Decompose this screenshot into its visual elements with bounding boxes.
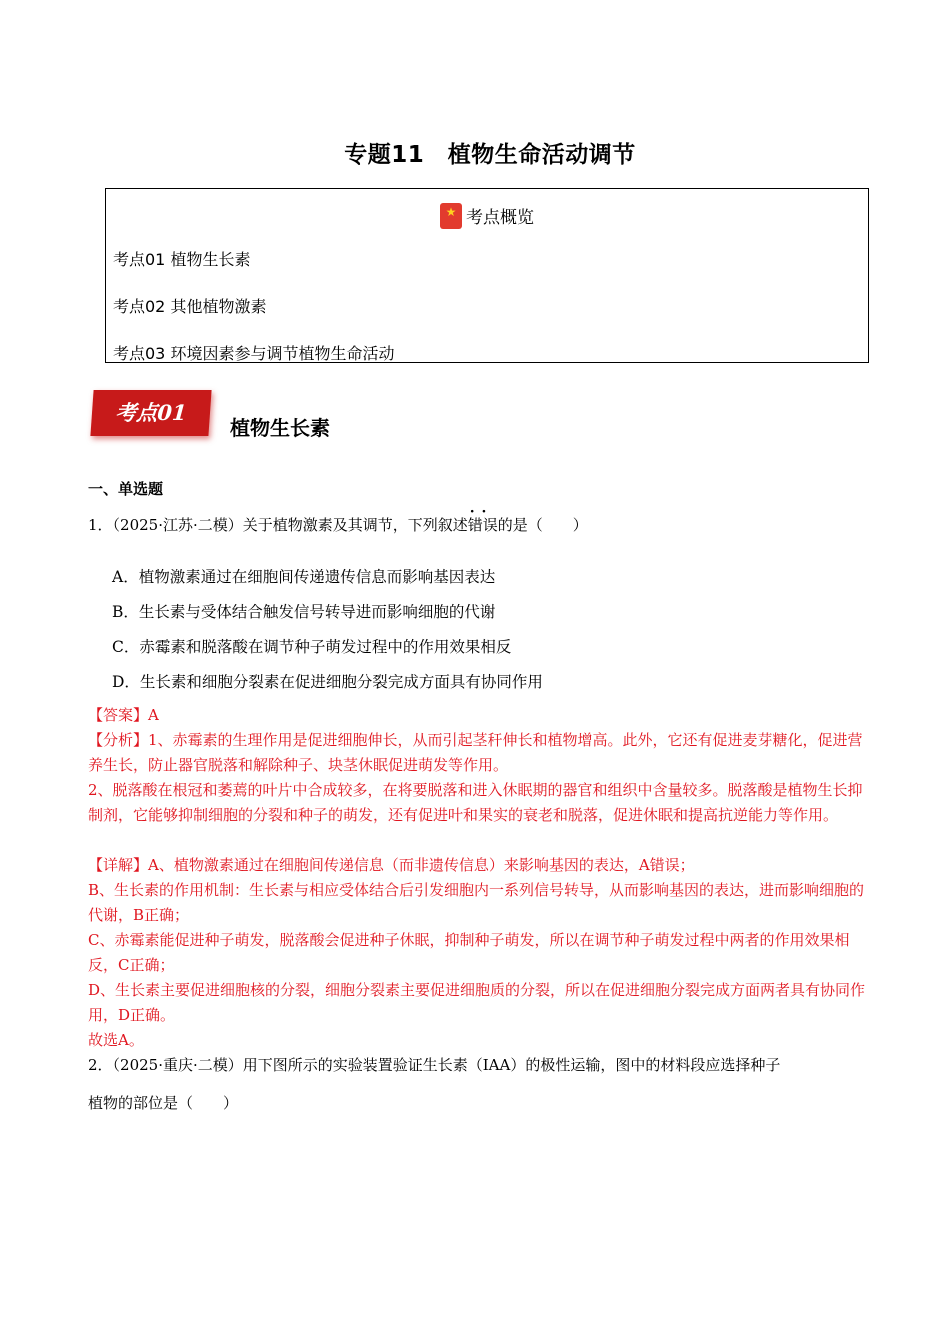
q2-stem-line1: 2．（2025·重庆·二模）用下图所示的实验装置验证生长素（IAA）的极性运输，图中的材料段应选择种子 xyxy=(88,1056,781,1074)
q1-stem-pre: 1．（2025·江苏·二模）关于植物激素及其调节，下列叙述 xyxy=(88,516,468,534)
overview-item-1: 考点01 植物生长素 xyxy=(113,250,251,269)
q1-answer: 【答案】A xyxy=(88,706,159,724)
q1-analysis-1: 【分析】1、赤霉素的生理作用是促进细胞伸长，从而引起茎秆伸长和植物增高。此外，它还有促进麦芽糖化，促进营养生长，防止器官脱落和解除种子、块茎休眠促进萌发等作用。 xyxy=(88,731,863,774)
overview-heading-text: 考点概览 xyxy=(466,208,534,228)
q1-stem xyxy=(88,512,588,538)
q1-detail-d: D、生长素主要促进细胞核的分裂，细胞分裂素主要促进细胞质的分裂，所以在促进细胞分裂完成方面两者具有协同作用，D正确。 xyxy=(88,981,866,1024)
q1-analysis-2: 2、脱落酸在根冠和萎蔫的叶片中合成较多，在将要脱落和进入休眠期的器官和组织中含量较多。脱落酸是植物生长抑制剂，它能够抑制细胞的分裂和种子的萌发，还有促进叶和果实的衰老和脱落，促进休眠和提高抗逆能力等作用。 xyxy=(88,781,863,824)
overview-heading xyxy=(106,203,868,229)
overview-item-2: 考点02 其他植物激素 xyxy=(113,297,267,316)
q1-option-a: A．植物激素通过在细胞间传递遗传信息而影响基因表达 xyxy=(112,568,496,586)
q1-option-d: D．生长素和细胞分裂素在促进细胞分裂完成方面具有协同作用 xyxy=(112,673,543,691)
q1-stem-post: 的是（ ） xyxy=(497,516,588,534)
overview-box xyxy=(105,188,869,363)
question-type-heading: 一、单选题 xyxy=(88,480,164,498)
q1-option-c: C．赤霉素和脱落酸在调节种子萌发过程中的作用效果相反 xyxy=(112,638,512,656)
q1-detail-c: C、赤霉素能促进种子萌发，脱落酸会促进种子休眠，抑制种子萌发，所以在调节种子萌发过程中两者的作用效果相反，C正确； xyxy=(88,931,850,974)
q1-detail-a: 【详解】A、植物激素通过在细胞间传递信息（而非遗传信息）来影响基因的表达，A错误； xyxy=(88,856,695,874)
page-title: 专题11 植物生命活动调节 xyxy=(344,142,636,168)
q1-stem-emphasis: · · 错误 xyxy=(468,512,498,538)
q2-stem-line2: 植物的部位是（ ） xyxy=(88,1094,239,1112)
overview-item-3: 考点03 环境因素参与调节植物生命活动 xyxy=(113,344,395,363)
q1-option-b: B．生长素与受体结合触发信号转导进而影响细胞的代谢 xyxy=(112,603,496,621)
q1-conclusion: 故选A。 xyxy=(88,1031,144,1049)
section-title: 植物生长素 xyxy=(230,416,330,440)
section-badge: 考点01 xyxy=(90,390,211,436)
red-book-icon xyxy=(440,203,462,229)
q1-detail-b: B、生长素的作用机制：生长素与相应受体结合后引发细胞内一系列信号转导，从而影响基因的表达，进而影响细胞的代谢，B正确； xyxy=(88,881,865,924)
